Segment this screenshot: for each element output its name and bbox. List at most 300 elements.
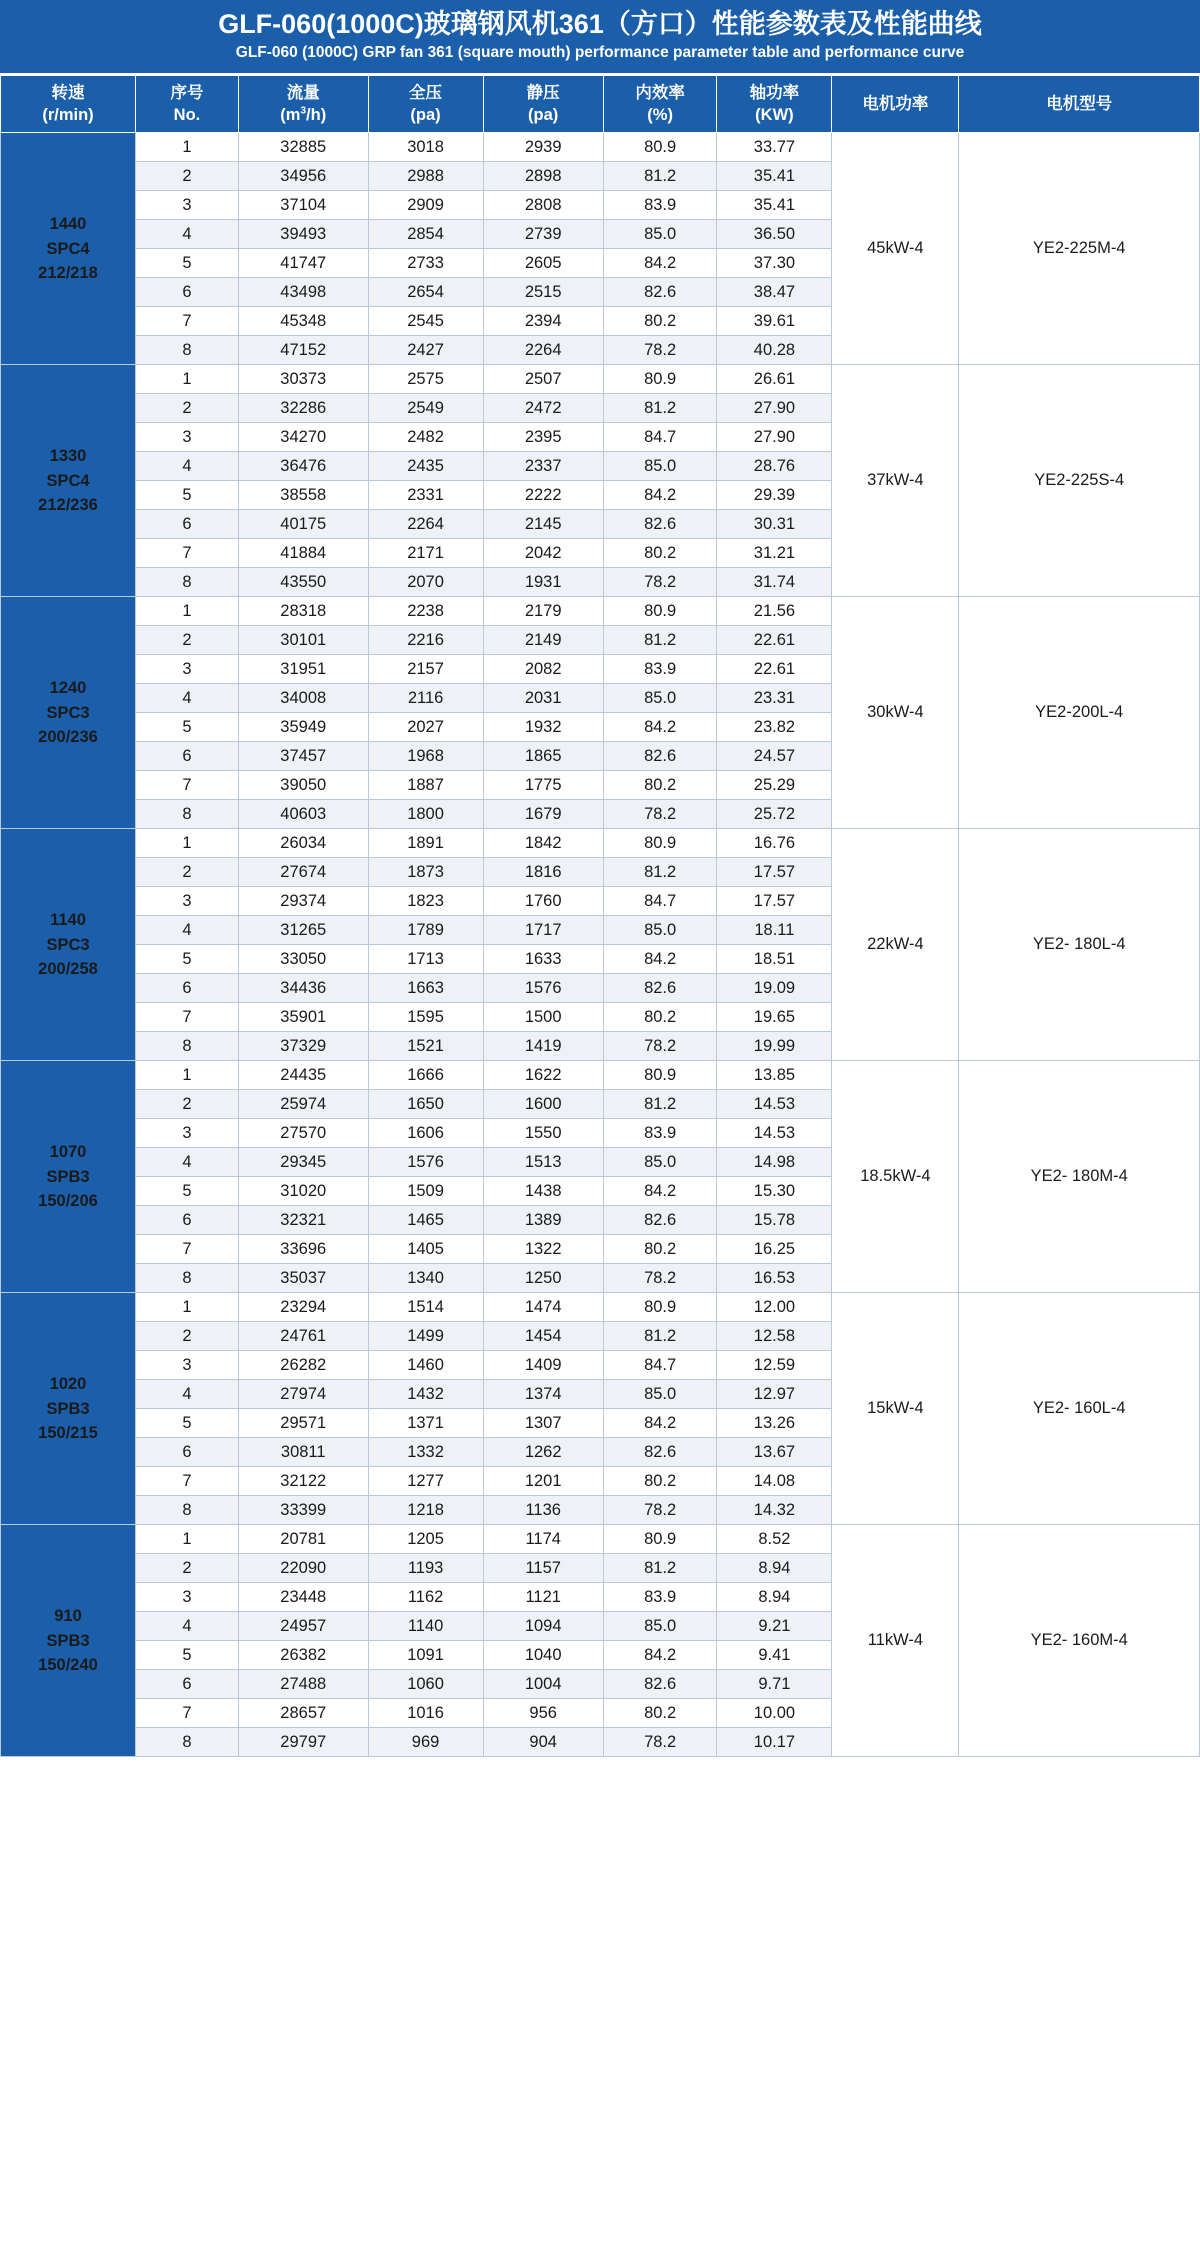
speed-line: 910 [54,1606,82,1625]
cell-motor-power: 45kW-4 [832,133,959,365]
speed-group-cell [1,1293,136,1525]
cell-no: 8 [136,800,239,829]
cell-shaft-power: 8.94 [717,1554,832,1583]
cell-efficiency: 78.2 [603,1264,717,1293]
speed-group-cell [1,1061,136,1293]
cell-no: 2 [136,1554,239,1583]
cell-static-pressure: 2515 [483,278,603,307]
cell-efficiency: 80.2 [603,539,717,568]
cell-flow: 40603 [238,800,368,829]
cell-total-pressure: 1405 [368,1235,483,1264]
cell-total-pressure: 1891 [368,829,483,858]
cell-efficiency: 85.0 [603,1612,717,1641]
cell-shaft-power: 30.31 [717,510,832,539]
cell-static-pressure: 2739 [483,220,603,249]
cell-shaft-power: 12.00 [717,1293,832,1322]
cell-total-pressure: 1968 [368,742,483,771]
cell-shaft-power: 13.26 [717,1409,832,1438]
cell-flow: 30101 [238,626,368,655]
cell-shaft-power: 9.41 [717,1641,832,1670]
cell-no: 3 [136,1119,239,1148]
cell-flow: 22090 [238,1554,368,1583]
cell-static-pressure: 2898 [483,162,603,191]
col-header-no [136,75,239,133]
cell-efficiency: 85.0 [603,1148,717,1177]
cell-no: 4 [136,452,239,481]
cell-efficiency: 80.9 [603,133,717,162]
cell-total-pressure: 1666 [368,1061,483,1090]
cell-static-pressure: 1550 [483,1119,603,1148]
cell-total-pressure: 2264 [368,510,483,539]
cell-shaft-power: 33.77 [717,133,832,162]
cell-shaft-power: 12.59 [717,1351,832,1380]
cell-no: 6 [136,1206,239,1235]
cell-shaft-power: 18.11 [717,916,832,945]
cell-total-pressure: 1823 [368,887,483,916]
cell-efficiency: 81.2 [603,1322,717,1351]
cell-total-pressure: 2238 [368,597,483,626]
cell-no: 5 [136,1177,239,1206]
speed-line: 200/236 [38,728,98,747]
cell-no: 2 [136,162,239,191]
speed-line: SPB3 [46,1631,90,1650]
cell-shaft-power: 12.97 [717,1380,832,1409]
table-header-row [1,75,1200,133]
cell-static-pressure: 1600 [483,1090,603,1119]
cell-flow: 27674 [238,858,368,887]
cell-motor-power: 30kW-4 [832,597,959,829]
cell-no: 7 [136,307,239,336]
cell-flow: 20781 [238,1525,368,1554]
cell-efficiency: 80.2 [603,307,717,336]
col-header-total-pressure [368,75,483,133]
cell-efficiency: 82.6 [603,278,717,307]
cell-no: 6 [136,974,239,1003]
cell-no: 2 [136,858,239,887]
cell-no: 4 [136,1380,239,1409]
cell-no: 8 [136,568,239,597]
col-header-speed-unit: (r/min) [42,106,94,125]
speed-line: 212/218 [38,264,98,283]
cell-flow: 26282 [238,1351,368,1380]
cell-total-pressure: 1465 [368,1206,483,1235]
cell-static-pressure: 1931 [483,568,603,597]
speed-line: 200/258 [38,960,98,979]
cell-no: 4 [136,1612,239,1641]
cell-static-pressure: 904 [483,1728,603,1757]
cell-flow: 26382 [238,1641,368,1670]
cell-no: 8 [136,336,239,365]
cell-total-pressure: 1162 [368,1583,483,1612]
cell-total-pressure: 2216 [368,626,483,655]
cell-flow: 33696 [238,1235,368,1264]
speed-group-cell [1,365,136,597]
cell-shaft-power: 19.09 [717,974,832,1003]
speed-line: 1140 [50,910,86,929]
cell-efficiency: 83.9 [603,191,717,220]
speed-group-cell [1,597,136,829]
cell-no: 1 [136,1061,239,1090]
col-header-shaft-power [717,75,832,133]
cell-flow: 41747 [238,249,368,278]
cell-efficiency: 81.2 [603,394,717,423]
cell-flow: 32286 [238,394,368,423]
cell-no: 7 [136,771,239,800]
cell-flow: 32885 [238,133,368,162]
cell-efficiency: 80.2 [603,1467,717,1496]
cell-static-pressure: 956 [483,1699,603,1728]
cell-static-pressure: 2222 [483,481,603,510]
cell-static-pressure: 1842 [483,829,603,858]
col-header-tp-unit: (pa) [410,106,441,125]
col-header-sp-unit: (pa) [528,106,559,125]
cell-shaft-power: 17.57 [717,858,832,887]
cell-total-pressure: 2070 [368,568,483,597]
cell-motor-type: YE2- 180L-4 [959,829,1200,1061]
cell-efficiency: 80.9 [603,1293,717,1322]
cell-static-pressure: 1262 [483,1438,603,1467]
cell-total-pressure: 2854 [368,220,483,249]
cell-total-pressure: 2482 [368,423,483,452]
cell-efficiency: 80.2 [603,771,717,800]
cell-static-pressure: 1438 [483,1177,603,1206]
cell-static-pressure: 1374 [483,1380,603,1409]
cell-shaft-power: 35.41 [717,162,832,191]
cell-total-pressure: 1663 [368,974,483,1003]
cell-total-pressure: 2331 [368,481,483,510]
cell-static-pressure: 1004 [483,1670,603,1699]
cell-flow: 33399 [238,1496,368,1525]
col-header-flow-unit: $(m^3/h)$ [280,105,327,125]
cell-shaft-power: 17.57 [717,887,832,916]
cell-flow: 45348 [238,307,368,336]
cell-no: 4 [136,684,239,713]
cell-efficiency: 83.9 [603,1583,717,1612]
cell-efficiency: 81.2 [603,162,717,191]
cell-static-pressure: 2031 [483,684,603,713]
cell-motor-type: YE2-200L-4 [959,597,1200,829]
page-title-en: GLF-060 (1000C) GRP fan 361 (square mouth) performance parameter table and performance curve [235,43,965,61]
cell-efficiency: 80.2 [603,1003,717,1032]
col-header-motor-power-cn: 电机功率 [862,95,929,114]
cell-flow: 31265 [238,916,368,945]
cell-shaft-power: 14.98 [717,1148,832,1177]
cell-static-pressure: 2179 [483,597,603,626]
cell-efficiency: 78.2 [603,1032,717,1061]
cell-total-pressure: 1332 [368,1438,483,1467]
speed-line: 150/215 [38,1424,98,1443]
cell-no: 7 [136,1699,239,1728]
cell-shaft-power: 25.29 [717,771,832,800]
cell-static-pressure: 2042 [483,539,603,568]
cell-shaft-power: 19.99 [717,1032,832,1061]
cell-total-pressure: 2435 [368,452,483,481]
cell-flow: 38558 [238,481,368,510]
cell-flow: 28657 [238,1699,368,1728]
cell-total-pressure: 1713 [368,945,483,974]
cell-flow: 25974 [238,1090,368,1119]
cell-efficiency: 84.7 [603,887,717,916]
cell-total-pressure: 1800 [368,800,483,829]
col-header-shaft-cn: 轴功率 [749,83,800,102]
cell-flow: 33050 [238,945,368,974]
cell-total-pressure: 2575 [368,365,483,394]
cell-no: 8 [136,1032,239,1061]
cell-flow: 29797 [238,1728,368,1757]
col-header-motor-type-cn: 电机型号 [1046,95,1113,114]
cell-shaft-power: 35.41 [717,191,832,220]
cell-shaft-power: 16.53 [717,1264,832,1293]
col-header-flow [238,75,368,133]
cell-flow: 39050 [238,771,368,800]
cell-static-pressure: 2145 [483,510,603,539]
col-header-no-cn: 序号 [170,83,204,102]
cell-efficiency: 80.9 [603,597,717,626]
cell-static-pressure: 1717 [483,916,603,945]
cell-shaft-power: 31.21 [717,539,832,568]
cell-flow: 37329 [238,1032,368,1061]
cell-shaft-power: 38.47 [717,278,832,307]
cell-total-pressure: 1509 [368,1177,483,1206]
cell-static-pressure: 1121 [483,1583,603,1612]
col-header-efficiency [603,75,717,133]
cell-shaft-power: 9.21 [717,1612,832,1641]
col-header-speed [1,75,136,133]
cell-efficiency: 84.2 [603,249,717,278]
cell-flow: 40175 [238,510,368,539]
cell-total-pressure: 1789 [368,916,483,945]
cell-shaft-power: 29.39 [717,481,832,510]
speed-line: 1330 [49,446,87,465]
cell-shaft-power: 15.30 [717,1177,832,1206]
cell-static-pressure: 1865 [483,742,603,771]
table-row [1,1525,1200,1554]
speed-line: SPB3 [46,1167,90,1186]
cell-shaft-power: 8.52 [717,1525,832,1554]
cell-total-pressure: 1521 [368,1032,483,1061]
cell-flow: 39493 [238,220,368,249]
cell-static-pressure: 2605 [483,249,603,278]
cell-efficiency: 84.2 [603,713,717,742]
cell-efficiency: 84.2 [603,1409,717,1438]
cell-efficiency: 82.6 [603,742,717,771]
cell-flow: 47152 [238,336,368,365]
cell-static-pressure: 2472 [483,394,603,423]
cell-shaft-power: 28.76 [717,452,832,481]
cell-shaft-power: 36.50 [717,220,832,249]
cell-efficiency: 81.2 [603,1554,717,1583]
cell-total-pressure: 2545 [368,307,483,336]
cell-total-pressure: 3018 [368,133,483,162]
cell-flow: 31020 [238,1177,368,1206]
cell-efficiency: 84.2 [603,1177,717,1206]
cell-no: 2 [136,1090,239,1119]
cell-no: 6 [136,278,239,307]
col-header-eff-cn: 内效率 [635,83,685,102]
speed-group-cell [1,1525,136,1757]
cell-static-pressure: 2507 [483,365,603,394]
cell-flow: 35037 [238,1264,368,1293]
cell-motor-power: 22kW-4 [832,829,959,1061]
cell-static-pressure: 2394 [483,307,603,336]
cell-motor-type: YE2-225S-4 [959,365,1200,597]
speed-line: SPC3 [46,703,90,722]
speed-line: SPC3 [46,935,90,954]
cell-total-pressure: 2171 [368,539,483,568]
cell-total-pressure: 1432 [368,1380,483,1409]
cell-static-pressure: 1201 [483,1467,603,1496]
cell-total-pressure: 2427 [368,336,483,365]
cell-total-pressure: 1887 [368,771,483,800]
cell-efficiency: 78.2 [603,800,717,829]
cell-shaft-power: 27.90 [717,394,832,423]
cell-shaft-power: 37.30 [717,249,832,278]
cell-flow: 31951 [238,655,368,684]
cell-efficiency: 78.2 [603,568,717,597]
cell-static-pressure: 2264 [483,336,603,365]
cell-total-pressure: 2027 [368,713,483,742]
cell-efficiency: 85.0 [603,684,717,713]
cell-static-pressure: 2808 [483,191,603,220]
table-row [1,365,1200,394]
table-body [1,133,1200,1757]
cell-shaft-power: 13.85 [717,1061,832,1090]
cell-no: 7 [136,539,239,568]
cell-efficiency: 81.2 [603,626,717,655]
speed-line: 212/236 [38,496,98,515]
cell-efficiency: 82.6 [603,974,717,1003]
cell-flow: 24957 [238,1612,368,1641]
cell-total-pressure: 1371 [368,1409,483,1438]
cell-static-pressure: 1775 [483,771,603,800]
cell-no: 5 [136,945,239,974]
cell-static-pressure: 1500 [483,1003,603,1032]
cell-shaft-power: 31.74 [717,568,832,597]
cell-no: 4 [136,1148,239,1177]
cell-no: 6 [136,1670,239,1699]
cell-flow: 43550 [238,568,368,597]
cell-flow: 23448 [238,1583,368,1612]
cell-no: 6 [136,510,239,539]
cell-flow: 30811 [238,1438,368,1467]
cell-efficiency: 82.6 [603,1670,717,1699]
cell-static-pressure: 1174 [483,1525,603,1554]
cell-efficiency: 83.9 [603,655,717,684]
cell-total-pressure: 1218 [368,1496,483,1525]
cell-total-pressure: 1277 [368,1467,483,1496]
cell-no: 4 [136,220,239,249]
cell-flow: 35901 [238,1003,368,1032]
cell-static-pressure: 1322 [483,1235,603,1264]
table-row [1,597,1200,626]
cell-flow: 29345 [238,1148,368,1177]
cell-efficiency: 78.2 [603,336,717,365]
cell-shaft-power: 24.57 [717,742,832,771]
cell-total-pressure: 2733 [368,249,483,278]
cell-shaft-power: 18.51 [717,945,832,974]
cell-shaft-power: 14.32 [717,1496,832,1525]
cell-no: 8 [136,1496,239,1525]
cell-flow: 29571 [238,1409,368,1438]
table-row [1,1293,1200,1322]
cell-shaft-power: 14.53 [717,1119,832,1148]
cell-efficiency: 80.9 [603,1525,717,1554]
cell-no: 3 [136,887,239,916]
cell-efficiency: 82.6 [603,1438,717,1467]
cell-flow: 30373 [238,365,368,394]
cell-shaft-power: 13.67 [717,1438,832,1467]
cell-flow: 29374 [238,887,368,916]
cell-no: 3 [136,191,239,220]
cell-efficiency: 84.7 [603,1351,717,1380]
cell-no: 2 [136,626,239,655]
cell-static-pressure: 1760 [483,887,603,916]
col-header-motor-power [832,75,959,133]
cell-efficiency: 84.2 [603,1641,717,1670]
cell-efficiency: 83.9 [603,1119,717,1148]
cell-flow: 34270 [238,423,368,452]
col-header-static-pressure [483,75,603,133]
cell-static-pressure: 1622 [483,1061,603,1090]
cell-static-pressure: 1932 [483,713,603,742]
cell-efficiency: 80.9 [603,1061,717,1090]
cell-total-pressure: 1499 [368,1322,483,1351]
cell-no: 7 [136,1003,239,1032]
cell-no: 1 [136,1525,239,1554]
cell-no: 1 [136,365,239,394]
cell-static-pressure: 1389 [483,1206,603,1235]
cell-static-pressure: 1040 [483,1641,603,1670]
cell-static-pressure: 1409 [483,1351,603,1380]
cell-flow: 26034 [238,829,368,858]
cell-total-pressure: 1205 [368,1525,483,1554]
cell-motor-type: YE2-225M-4 [959,133,1200,365]
cell-no: 8 [136,1728,239,1757]
cell-efficiency: 84.2 [603,481,717,510]
table-row [1,133,1200,162]
cell-efficiency: 78.2 [603,1496,717,1525]
cell-shaft-power: 40.28 [717,336,832,365]
cell-shaft-power: 22.61 [717,655,832,684]
cell-no: 8 [136,1264,239,1293]
cell-static-pressure: 1633 [483,945,603,974]
cell-static-pressure: 1094 [483,1612,603,1641]
col-header-eff-unit: (%) [647,106,673,125]
cell-shaft-power: 25.72 [717,800,832,829]
cell-flow: 41884 [238,539,368,568]
cell-no: 3 [136,423,239,452]
cell-shaft-power: 8.94 [717,1583,832,1612]
cell-total-pressure: 1595 [368,1003,483,1032]
speed-line: 1240 [49,678,87,697]
cell-efficiency: 81.2 [603,1090,717,1119]
cell-static-pressure: 1454 [483,1322,603,1351]
cell-efficiency: 85.0 [603,916,717,945]
cell-flow: 24761 [238,1322,368,1351]
cell-flow: 34956 [238,162,368,191]
cell-efficiency: 84.7 [603,423,717,452]
speed-line: SPB3 [46,1399,90,1418]
cell-shaft-power: 16.25 [717,1235,832,1264]
cell-efficiency: 82.6 [603,1206,717,1235]
cell-shaft-power: 9.71 [717,1670,832,1699]
title-band [0,0,1200,75]
cell-total-pressure: 1140 [368,1612,483,1641]
cell-total-pressure: 1193 [368,1554,483,1583]
cell-motor-power: 37kW-4 [832,365,959,597]
cell-total-pressure: 1060 [368,1670,483,1699]
cell-total-pressure: 1016 [368,1699,483,1728]
